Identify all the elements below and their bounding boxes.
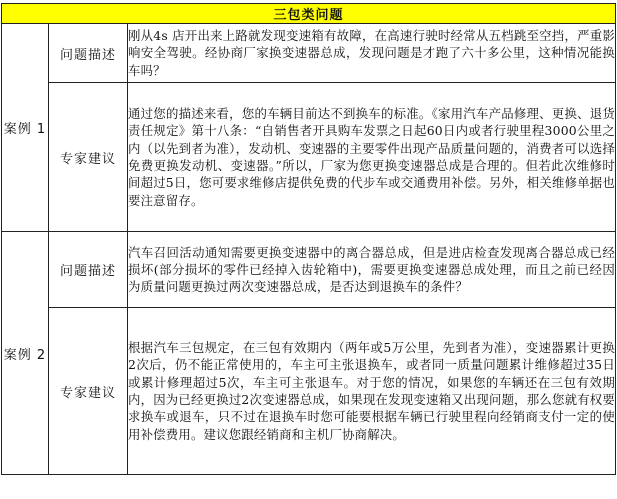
case-2-advice-text: 根据汽车三包规定，在三包有效期内（两年或5万公里，先到者为准），变速器累计更换2次后，仍不能正常使用的，车主可主张退换车，或者同一质量问题累计维修超过35日或累计修理超过5次，车主可主张退车。对于您的情况，如果您的车辆还在三包有效期内，因为已经更换过2次变速器总成，如果现在发现变速箱又出现问题，那么您就有权要求换车或退车，只不过在退换车时您可能要根据车辆已行驶里程向经销商支付一定的使用补偿费用。建议您跟经销商和主机厂协商解决。 <box>128 308 616 475</box>
case-1-question-label: 问题描述 <box>49 24 128 83</box>
case-1-question-row <box>2 24 616 83</box>
case-1-advice-text: 通过您的描述来看，您的车辆目前达不到换车的标准。《家用汽车产品修理、更换、退货责任规定》第十八条：“自销售者开具购车发票之日起60日内或者行驶里程3000公里之内（以先到者为准），发动机、变速器的主要零件出现产品质量问题的，消费者可以选择免费更换发动机、变速器。”所以，厂家为您更换变速器总成是合理的。但若此次维修时间超过5日，您可要求维修店提供免费的代步车或交通费用补偿。另外，相关维修单据也要注意留存。 <box>128 83 616 232</box>
case-2-label: 案例 2 <box>2 232 49 475</box>
case-2-advice-row <box>2 308 616 475</box>
case-1-advice-label: 专家建议 <box>49 83 128 232</box>
case-1-advice-row <box>2 83 616 232</box>
title-row <box>2 4 616 24</box>
three-guarantee-table <box>1 3 616 475</box>
case-2-advice-label: 专家建议 <box>49 308 128 475</box>
case-2-question-label: 问题描述 <box>49 232 128 308</box>
table-title: 三包类问题 <box>2 4 616 24</box>
case-2-question-row <box>2 232 616 308</box>
case-2-question-text: 汽车召回活动通知需要更换变速器中的离合器总成，但是进店检查发现离合器总成已经损坏(部分损坏的零件已经掉入齿轮箱中)，需要更换变速器总成处理，而且之前已经因为质量问题更换过两次变速器总成，是否达到退换车的条件？ <box>128 232 616 308</box>
case-1-label: 案例 1 <box>2 24 49 232</box>
case-1-question-text: 刚从4s 店开出来上路就发现变速箱有故障，在高速行驶时经常从五档跳至空挡，严重影响安全驾驶。经协商厂家换变速器总成，发现问题是才跑了六十多公里，这种情况能换车吗？ <box>128 24 616 83</box>
